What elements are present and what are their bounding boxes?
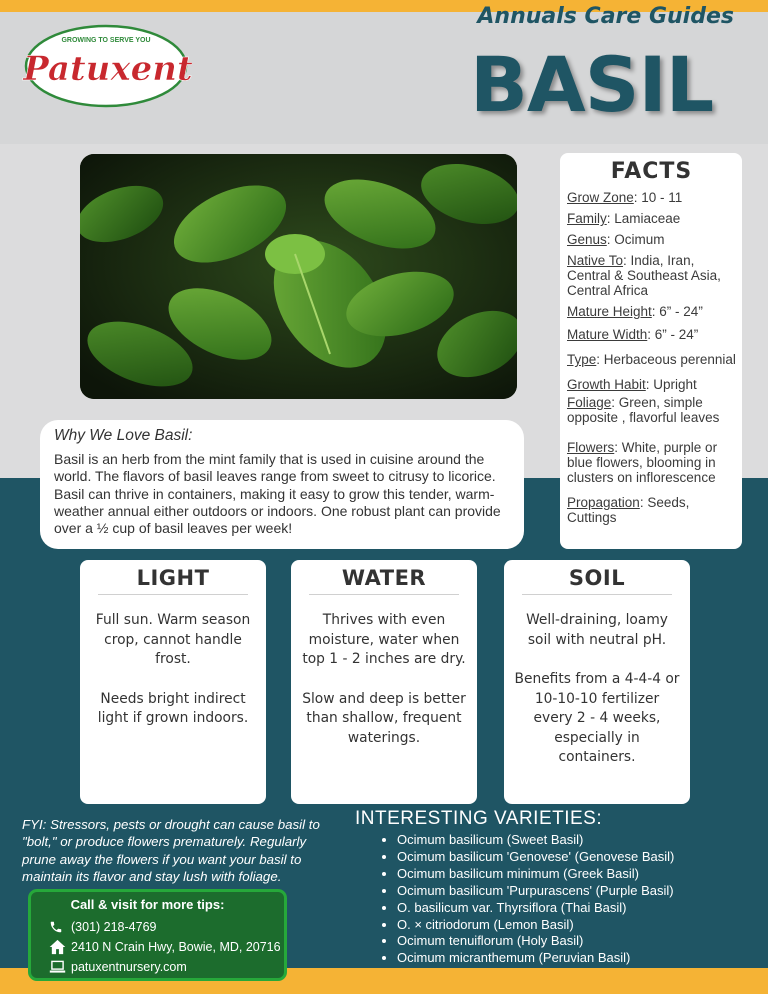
- fact-growth-habit: Growth Habit: Upright: [567, 377, 697, 392]
- logo-wordmark: Patuxent: [23, 49, 192, 89]
- laptop-icon: [49, 958, 71, 976]
- varieties-heading: INTERESTING VARIETIES:: [355, 808, 603, 829]
- variety-item: • Ocimum micranthemum (Peruvian Basil): [397, 950, 755, 967]
- fact-native-to: Native To: India, Iran, Central & Southeast Asia, Central Africa: [567, 253, 721, 298]
- facts-panel: [560, 153, 742, 549]
- fact-type: Type: Herbaceous perennial: [567, 352, 736, 367]
- logo-tagline: GROWING TO SERVE YOU: [61, 37, 151, 44]
- fact-mature-width: Mature Width: 6” - 24”: [567, 327, 699, 342]
- home-icon: [49, 938, 71, 956]
- why-body: Basil is an herb from the mint family that is used in cuisine around the world. The flavors of basil leaves range from sweet to citrusy to licorice. Basil can thrive in containers, making it easy to grow this tender, warm-weather annual either outdoors or indoors. One robust plant can provide over a ½ cup of basil leaves per week!: [54, 451, 501, 537]
- fact-foliage: Foliage: Green, simple opposite , flavorful leaves: [567, 395, 720, 425]
- soil-text-2: Benefits from a 4-4-4 or 10-10-10 fertilizer every 2 - 4 weeks, especially in containers.: [514, 671, 680, 765]
- contact-website[interactable]: patuxentnursery.com: [71, 960, 187, 974]
- varieties-list: [355, 832, 755, 967]
- variety-item: • Ocimum basilicum (Sweet Basil): [397, 832, 755, 849]
- variety-item: • O. × citriodorum (Lemon Basil): [397, 917, 755, 934]
- contact-box: [28, 889, 287, 981]
- soil-title: SOIL: [522, 566, 672, 595]
- why-we-love-panel: [40, 420, 524, 549]
- fact-genus: Genus: Ocimum: [567, 232, 665, 247]
- basil-photo: [80, 154, 517, 399]
- page-title: BASIL: [470, 40, 714, 129]
- series-title: Annuals Care Guides: [477, 4, 734, 29]
- contact-website-row[interactable]: [31, 957, 284, 977]
- contact-heading: Call & visit for more tips:: [70, 897, 225, 912]
- contact-phone[interactable]: (301) 218-4769: [71, 920, 157, 934]
- contact-address[interactable]: 2410 N Crain Hwy, Bowie, MD, 20716: [71, 940, 281, 954]
- light-card: [80, 560, 266, 804]
- fact-grow-zone: Grow Zone: 10 - 11: [567, 190, 683, 205]
- variety-item: • Ocimum tenuiflorum (Holy Basil): [397, 933, 755, 950]
- contact-address-row[interactable]: [31, 937, 284, 957]
- variety-item: • Ocimum basilicum minimum (Greek Basil): [397, 866, 755, 883]
- fact-mature-height: Mature Height: 6” - 24”: [567, 304, 703, 319]
- varieties-section: [355, 808, 755, 967]
- water-card: [291, 560, 477, 804]
- light-title: LIGHT: [98, 566, 248, 595]
- light-text-2: Needs bright indirect light if grown indoors.: [97, 690, 249, 726]
- fact-propagation: Propagation: Seeds, Cuttings: [567, 495, 690, 525]
- variety-item: • Ocimum basilicum 'Purpurascens' (Purple Basil): [397, 883, 755, 900]
- fact-flowers: Flowers: White, purple or blue flowers, blooming in clusters on inflorescence: [567, 440, 718, 485]
- facts-heading: FACTS: [610, 159, 693, 184]
- patuxent-logo: [22, 22, 192, 108]
- water-text-2: Slow and deep is better than shallow, frequent waterings.: [302, 690, 466, 746]
- soil-card: [504, 560, 690, 804]
- fact-family: Family: Lamiaceae: [567, 211, 681, 226]
- phone-icon: [49, 918, 71, 936]
- contact-phone-row[interactable]: [31, 917, 284, 937]
- water-title: WATER: [309, 566, 459, 595]
- why-heading: Why We Love Basil:: [54, 427, 193, 444]
- soil-text-1: Well-draining, loamy soil with neutral pH.: [526, 612, 668, 648]
- water-text-1: Thrives with even moisture, water when top 1 - 2 inches are dry.: [302, 612, 466, 667]
- variety-item: • O. basilicum var. Thyrsiflora (Thai Basil): [397, 900, 755, 917]
- light-text-1: Full sun. Warm season crop, cannot handle frost.: [95, 612, 251, 667]
- variety-item: • Ocimum basilicum 'Genovese' (Genovese Basil): [397, 849, 755, 866]
- fyi-note: FYI: Stressors, pests or drought can cause basil to "bolt," or produce flowers prematurely. Regularly prune away the flowers if you want your basil to maintain its flavor and stay lush with foliage.: [22, 817, 320, 884]
